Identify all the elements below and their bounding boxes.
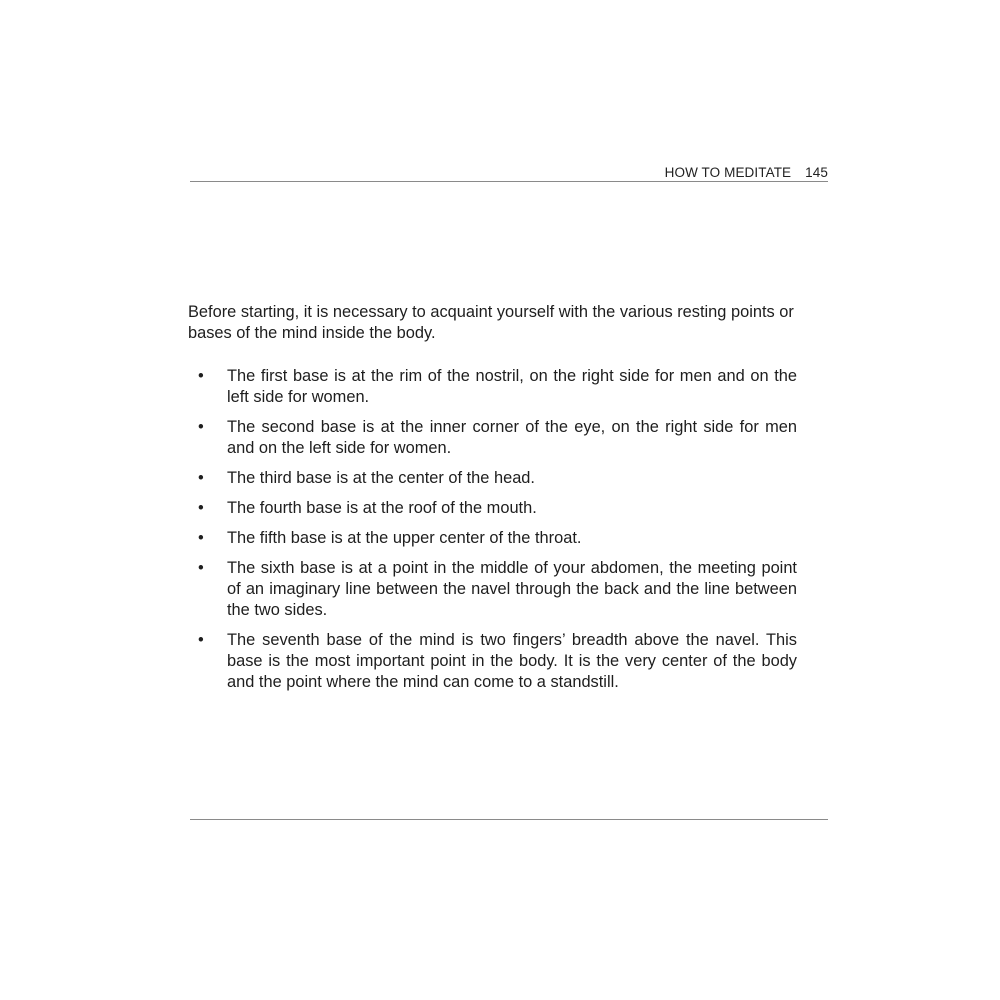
list-item [188, 366, 797, 408]
bullet-icon: • [198, 469, 204, 487]
list-item [188, 630, 797, 693]
list-item-text: The third base is at the center of the head. [227, 469, 535, 487]
list-item [188, 468, 797, 489]
list-item-text: The fourth base is at the roof of the mouth. [227, 499, 537, 517]
list-item-text: The sixth base is at a point in the middle of your abdomen, the meeting point of an imaginary line between the navel through the back and the line between the two sides. [227, 559, 797, 619]
bullet-icon: • [198, 367, 204, 385]
list-item-text: The second base is at the inner corner of the eye, on the right side for men and on the left side for women. [227, 418, 797, 457]
bullet-icon: • [198, 631, 204, 649]
page-number: 145 [805, 165, 828, 180]
intro-paragraph: Before starting, it is necessary to acquaint yourself with the various resting points or bases of the mind inside the body. [188, 303, 794, 342]
list-item-text: The seventh base of the mind is two fingers’ breadth above the navel. This base is the most important point in the body. It is the very center of the body and the point where the mind can come to a standstill. [227, 631, 797, 691]
bullet-icon: • [198, 418, 204, 436]
list-item [188, 558, 797, 621]
list-item-text: The first base is at the rim of the nostril, on the right side for men and on the left side for women. [227, 367, 797, 406]
footer-rule [190, 819, 828, 820]
list-item [188, 498, 797, 519]
body-text [188, 302, 828, 702]
list-item [188, 528, 797, 549]
section-title: HOW TO MEDITATE [664, 165, 792, 180]
bullet-icon: • [198, 559, 204, 577]
list-item-text: The fifth base is at the upper center of the throat. [227, 529, 582, 547]
list-item [188, 417, 797, 459]
bases-list [188, 366, 828, 693]
bullet-icon: • [198, 499, 204, 517]
bullet-icon: • [198, 529, 204, 547]
header-rule [190, 181, 828, 182]
running-head [190, 164, 828, 181]
